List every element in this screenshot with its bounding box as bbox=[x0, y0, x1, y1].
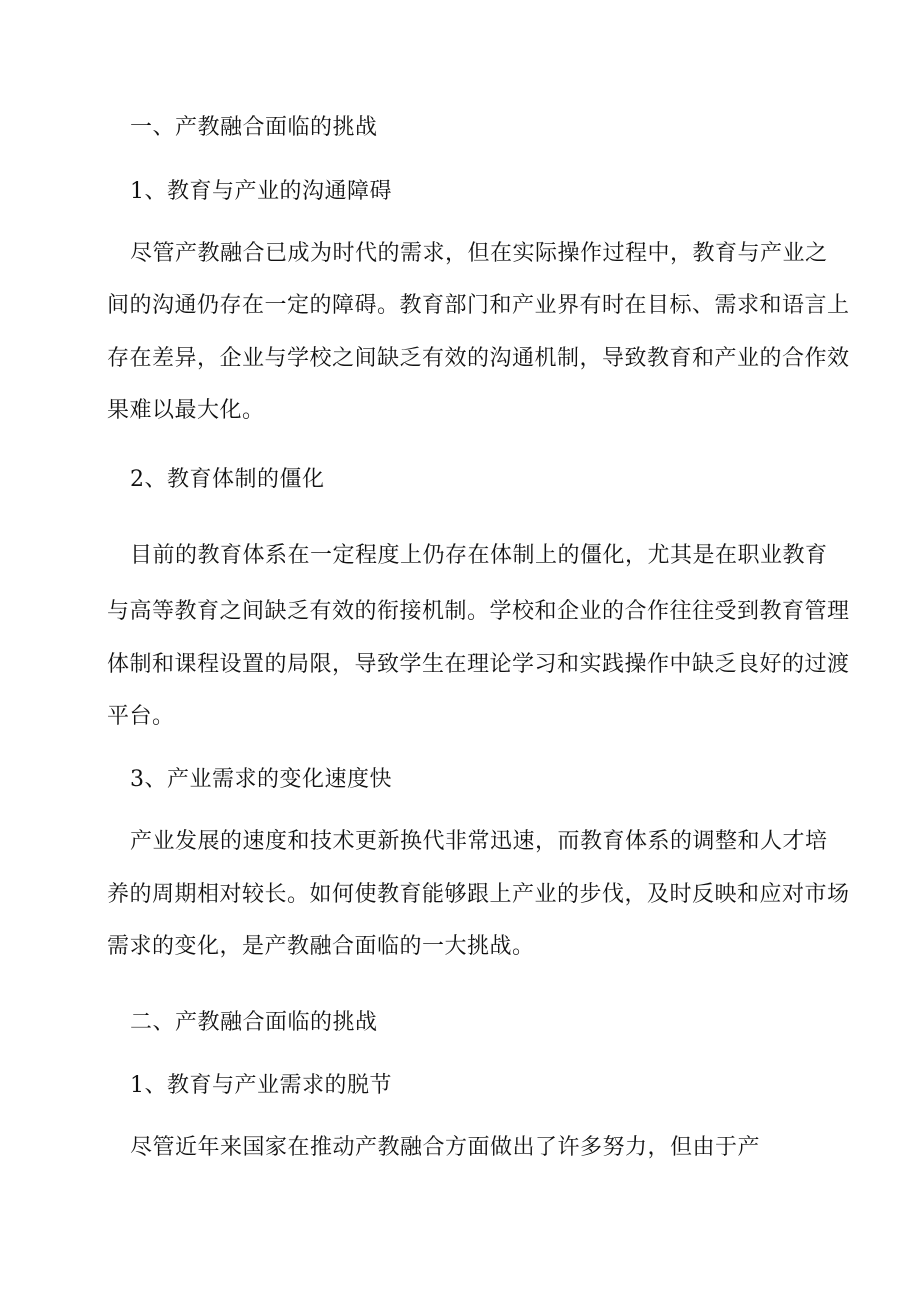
paragraph-line: 养的周期相对较长。如何使教育能够跟上产业的步伐，及时反映和应对市场 bbox=[107, 882, 850, 907]
paragraph-line: 尽管近年来国家在推动产教融合方面做出了许多努力，但由于产 bbox=[130, 1135, 761, 1160]
subsection-heading: 1、教育与产业需求的脱节 bbox=[130, 1073, 392, 1098]
subsection-heading: 2、教育体制的僵化 bbox=[130, 467, 325, 492]
section-title: 一、产教融合面临的挑战 bbox=[130, 115, 378, 140]
paragraph-line: 平台。 bbox=[107, 704, 175, 729]
subsection-heading: 3、产业需求的变化速度快 bbox=[130, 767, 392, 792]
paragraph-line: 与高等教育之间缺乏有效的衔接机制。学校和企业的合作往往受到教育管理 bbox=[107, 599, 850, 624]
paragraph-line: 需求的变化，是产教融合面临的一大挑战。 bbox=[107, 934, 535, 959]
section-title: 二、产教融合面临的挑战 bbox=[130, 1010, 378, 1035]
paragraph-line: 尽管产教融合已成为时代的需求，但在实际操作过程中，教育与产业之 bbox=[130, 241, 828, 266]
paragraph-line: 产业发展的速度和技术更新换代非常迅速，而教育体系的调整和人才培 bbox=[130, 829, 828, 854]
subsection-heading: 1、教育与产业的沟通障碍 bbox=[130, 179, 392, 204]
paragraph-line: 体制和课程设置的局限，导致学生在理论学习和实践操作中缺乏良好的过渡 bbox=[107, 652, 850, 677]
paragraph-line: 目前的教育体系在一定程度上仍存在体制上的僵化，尤其是在职业教育 bbox=[130, 543, 828, 568]
paragraph-line: 存在差异，企业与学校之间缺乏有效的沟通机制，导致教育和产业的合作效 bbox=[107, 346, 850, 371]
paragraph-line: 果难以最大化。 bbox=[107, 398, 265, 423]
paragraph-line: 间的沟通仍存在一定的障碍。教育部门和产业界有时在目标、需求和语言上 bbox=[107, 293, 850, 318]
